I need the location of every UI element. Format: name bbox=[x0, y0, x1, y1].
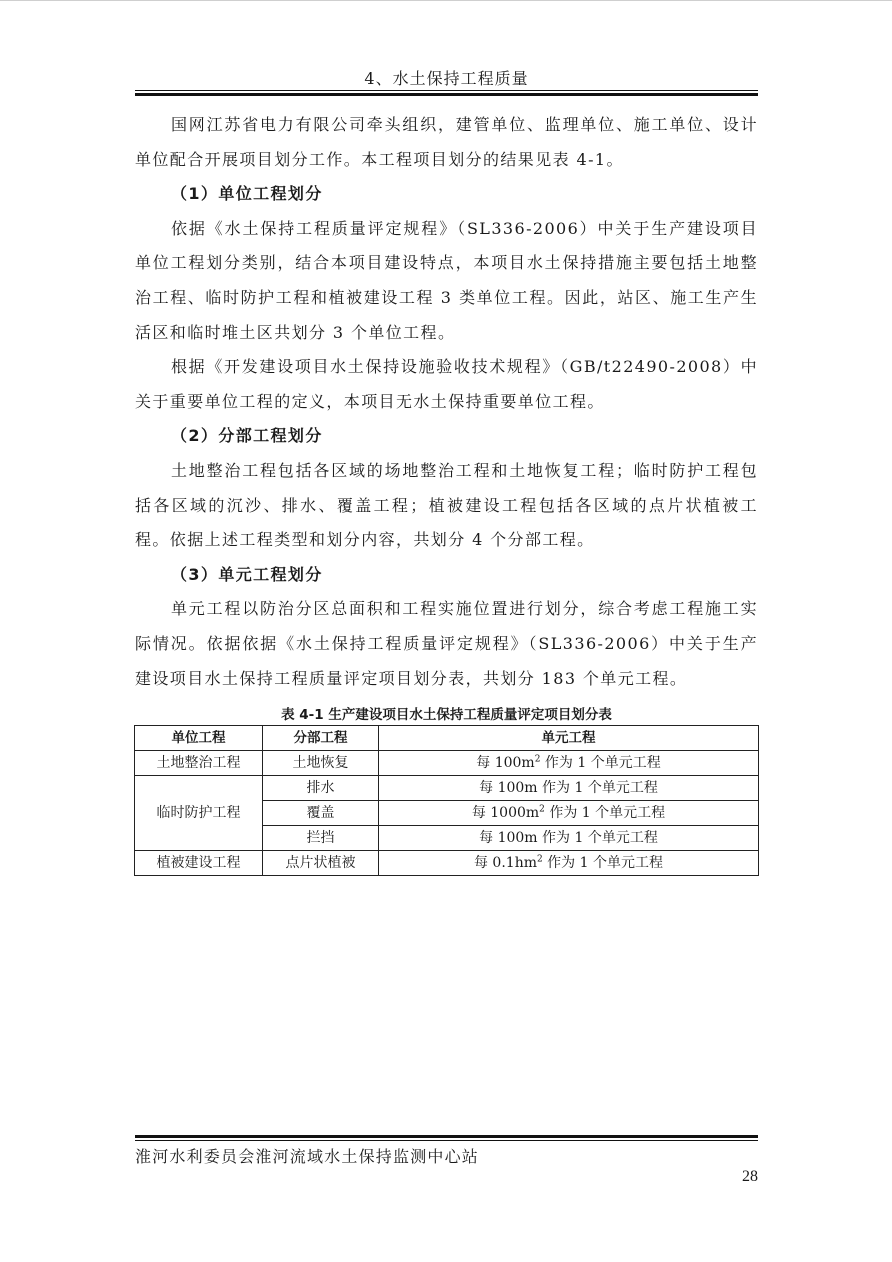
footer-organization: 淮河水利委员会淮河流域水土保持监测中心站 bbox=[135, 1147, 480, 1166]
section-heading-division: （2）分部工程划分 bbox=[171, 426, 323, 446]
table-row bbox=[135, 851, 759, 876]
cell-division: 排水 bbox=[263, 776, 379, 801]
cell-element: 每 100m 作为 1 个单元工程 bbox=[379, 826, 759, 851]
cell-division: 拦挡 bbox=[263, 826, 379, 851]
header-element-project: 单元工程 bbox=[379, 726, 759, 751]
paragraph-unit-basis: 依据《水土保持工程质量评定规程》（SL336-2006）中关于生产建设项目单位工程划分类别，结合本项目建设特点，本项目水土保持措施主要包括土地整治工程、临时防护工程和植被建设工程 3 类单位工程。因此，站区、施工生产生活区和临时堆土区共划分 3 个单位工程。 bbox=[135, 218, 758, 342]
table-row bbox=[135, 776, 759, 801]
cell-element: 每 $1000m^2$ 作为 1 个单元工程 bbox=[379, 801, 759, 826]
header-unit-project: 单位工程 bbox=[135, 726, 263, 751]
header-division-project: 分部工程 bbox=[263, 726, 379, 751]
paragraph-important-unit: 根据《开发建设项目水土保持设施验收技术规程》（GB/t22490-2008）中关于重要单位工程的定义，本项目无水土保持重要单位工程。 bbox=[135, 357, 758, 411]
cell-element: 每 $100m^2$ 作为 1 个单元工程 bbox=[379, 751, 759, 776]
header-rule-thin bbox=[135, 90, 758, 91]
table-row bbox=[135, 751, 759, 776]
section-heading-unit: （1）单位工程划分 bbox=[171, 184, 323, 204]
cell-element: 每 $0.1hm^2$ 作为 1 个单元工程 bbox=[379, 851, 759, 876]
header-rule-thick bbox=[135, 93, 758, 96]
cell-unit: 土地整治工程 bbox=[135, 751, 263, 776]
cell-division: 土地恢复 bbox=[263, 751, 379, 776]
page-number: 28 bbox=[742, 1168, 758, 1185]
project-division-table bbox=[134, 725, 759, 876]
paragraph-intro: 国网江苏省电力有限公司牵头组织，建管单位、监理单位、施工单位、设计单位配合开展项目划分工作。本工程项目划分的结果见表 4-1。 bbox=[135, 115, 758, 169]
body-text bbox=[135, 108, 758, 696]
running-head: 4、水土保持工程质量 bbox=[364, 69, 529, 88]
cell-division: 点片状植被 bbox=[263, 851, 379, 876]
section-heading-element: （3）单元工程划分 bbox=[171, 564, 323, 584]
table-header-row bbox=[135, 726, 759, 751]
cell-element: 每 100m 作为 1 个单元工程 bbox=[379, 776, 759, 801]
cell-division: 覆盖 bbox=[263, 801, 379, 826]
cell-unit: 植被建设工程 bbox=[135, 851, 263, 876]
footer-rule-thick bbox=[135, 1135, 758, 1138]
footer-rule-thin bbox=[135, 1140, 758, 1141]
paragraph-division: 土地整治工程包括各区域的场地整治工程和土地恢复工程；临时防护工程包括各区域的沉沙、排水、覆盖工程；植被建设工程包括各区域的点片状植被工程。依据上述工程类型和划分内容，共划分 4 个分部工程。 bbox=[135, 460, 758, 550]
table-caption: 表 4-1 生产建设项目水土保持工程质量评定项目划分表 bbox=[281, 707, 612, 723]
page-top-border bbox=[0, 0, 892, 1]
paragraph-element: 单元工程以防治分区总面积和工程实施位置进行划分，综合考虑工程施工实际情况。依据依据《水土保持工程质量评定规程》（SL336-2006）中关于生产建设项目水土保持工程质量评定项目划分表，共划分 183 个单元工程。 bbox=[135, 599, 758, 688]
cell-unit: 临时防护工程 bbox=[135, 776, 263, 851]
